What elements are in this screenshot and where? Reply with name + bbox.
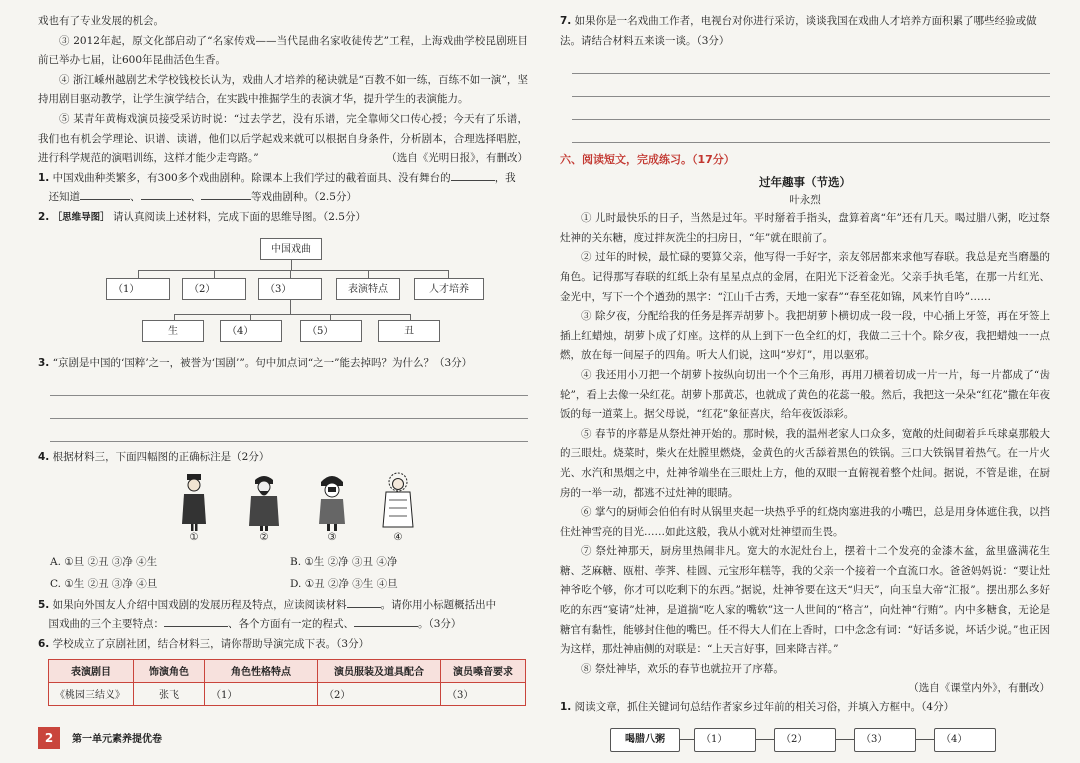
footer-title: 第一单元素养提优卷 xyxy=(72,734,162,745)
table-header: 表演剧目 xyxy=(49,659,134,682)
answer-line[interactable] xyxy=(572,74,1050,97)
mind-connector xyxy=(291,260,292,270)
opera-figure-2 xyxy=(244,472,284,543)
mind-map-root: 中国戏曲 xyxy=(260,238,322,260)
option-c[interactable]: C. ①生 ②丑 ③净 ④旦 xyxy=(50,577,158,590)
paragraph-5-text: ⑤ 某青年黄梅戏演员接受采访时说：“过去学艺，没有乐谱，完全靠师父口传心授；今天有了乐谱，我们也有机会学理论、识谱、读谱，他们以后学起戏来就可以根据自身条件，分析剧本，合理选择唱腔，进行科学规范的演唱训练，这样才能少走弯路。” xyxy=(38,112,528,165)
opera-figure-icon xyxy=(247,472,281,532)
question-2 xyxy=(38,208,528,228)
q5-blank-3[interactable] xyxy=(354,626,418,627)
mind-connector xyxy=(174,314,410,315)
mind-node-talent: 人才培养 xyxy=(414,278,484,300)
question-4-text: 根据材料三，下面四幅图的正确标注是（2分） xyxy=(52,451,270,464)
flow-connector xyxy=(836,739,854,740)
flow-connector xyxy=(916,739,934,740)
table-header: 角色性格特点 xyxy=(205,659,318,682)
table-cell: 张飞 xyxy=(134,682,205,705)
mind-role-4[interactable]: （4） xyxy=(220,320,282,342)
opera-figure-icon xyxy=(179,472,209,532)
question-6-number: 6. xyxy=(38,637,50,650)
figure-label: ① xyxy=(189,531,199,543)
source-note: （选自《光明日报》，有删改） xyxy=(386,152,528,165)
question-7-text: 如果你是一名戏曲工作者，电视台对你进行采访，谈谈我国在戏曲人才培养方面积累了哪些经验或做法。请结合材料五来谈一谈。（3分） xyxy=(560,15,1037,47)
question-5 xyxy=(38,596,528,635)
q1-blank-2[interactable] xyxy=(80,199,130,200)
mind-map xyxy=(38,232,528,354)
table-header-row xyxy=(49,659,526,682)
question-3-text: “京剧是中国的‘国粹’之一，被誉为‘国剧’”。句中加点词“之一”能去掉吗？为什么？（3分） xyxy=(52,356,473,369)
option-b[interactable]: B. ①生 ②净 ③丑 ④净 xyxy=(290,555,398,568)
figure-label: ③ xyxy=(327,531,337,543)
question-5-text-d: 、各个方面有一定的程式、 xyxy=(228,618,354,631)
reading-question-1 xyxy=(560,698,1050,718)
question-4-options xyxy=(38,574,528,596)
table-header: 饰演角色 xyxy=(134,659,205,682)
flow-box-1[interactable]: （1） xyxy=(694,728,756,752)
mind-node-2[interactable]: （2） xyxy=(182,278,246,300)
article-paragraph-4: ④ 我还用小刀把一个胡萝卜按纵向切出一个个三角形，再用刀横着切成一片一片，每一片都成了“齿轮”，看上去像一朵红花。胡萝卜那黄芯，也就成了黄色的花蕊一般。然后，我把这一朵朵“红花”撒在年夜饭的每一道菜上。据父母说，“红花”象征喜庆，给年夜饭添彩。 xyxy=(560,368,1050,421)
option-a[interactable]: A. ①旦 ②丑 ③净 ④生 xyxy=(50,555,158,568)
left-column xyxy=(38,12,528,706)
mind-connector xyxy=(214,270,215,278)
mind-connector xyxy=(138,270,448,271)
table-cell-answer[interactable]: （3） xyxy=(441,682,526,705)
question-5-text-c: 国戏曲的三个主要特点： xyxy=(48,618,164,631)
article-paragraph-2: ② 过年的时候，最忙碌的要算父亲，他写得一手好字，亲友邻居都来求他写春联。我总是充当磨墨的角色。记得那写春联的红纸上杂有星星点点的金屑，在阳光下泛着金光。父亲手执毛笔，在那一片红光、金光中，写下一个个遒劲的黑字：“江山千古秀，天地一家春”“春至花如锦，风来竹自吟”…… xyxy=(560,251,1050,303)
material-paragraph-4: ④ 浙江嵊州越剧艺术学校钱校长认为，戏曲人才培养的秘诀就是“百教不如一练，百练不如一演”，坚持用剧目驱动教学，让学生演学结合，在实践中推掘学生的表演才华，提升学生的表演能力。 xyxy=(38,73,528,106)
answer-line[interactable] xyxy=(50,419,528,442)
question-1-text-b: ，我 xyxy=(494,171,516,184)
question-1-text-c: 还知道 xyxy=(48,191,80,204)
question-7 xyxy=(560,12,1050,51)
article-author: 叶永烈 xyxy=(789,194,821,207)
article-paragraph-8: ⑧ 祭灶神毕，欢乐的春节也就拉开了序幕。 xyxy=(581,662,784,675)
reading-question-1-number: 1. xyxy=(560,701,572,714)
question-3 xyxy=(38,354,528,374)
opera-figures xyxy=(38,472,528,552)
question-4-number: 4. xyxy=(38,451,50,464)
article-paragraph-5: ⑤ 春节的序幕是从祭灶神开始的。那时候，我的温州老家人口众多，宽敞的灶间砌着乒乓球桌那般大的三眼灶。烧菜时，柴火在灶膛里燃烧，金黄色的火舌舔着黑色的铁锅。三口大铁锅冒着热气。在一片火光、水汽和黑烟之中，灶神爷端坐在三眼灶上方，他的双眼一直俯视着整个灶间。据说，不管是谁，在厨房的一举一动，都逃不过灶神的眼睛。 xyxy=(560,427,1050,499)
answer-line[interactable] xyxy=(50,396,528,419)
opera-figure-icon xyxy=(381,472,415,532)
table-cell: 《桃园三结义》 xyxy=(49,682,134,705)
answer-line[interactable] xyxy=(50,373,528,396)
question-6 xyxy=(38,635,528,655)
question-5-text-e: 。（3分） xyxy=(418,618,462,631)
question-1-text-d: 、 xyxy=(130,191,141,204)
mind-connector xyxy=(448,270,449,278)
question-1 xyxy=(38,169,528,208)
mind-map-tag: ［思维导图］ xyxy=(52,211,110,223)
question-7-number: 7. xyxy=(560,15,572,27)
answer-line[interactable] xyxy=(572,51,1050,74)
question-2-text: 请认真阅读上述材料，完成下面的思维导图。（2.5分） xyxy=(113,210,366,223)
q5-blank-2[interactable] xyxy=(164,626,228,627)
article-title: 过年趣事（节选） xyxy=(759,175,851,190)
question-6-text: 学校成立了京剧社团，结合材料三，请你帮助导演完成下表。（3分） xyxy=(52,637,370,650)
article-paragraph-7: ⑦ 祭灶神那天，厨房里热闹非凡。宽大的水泥灶台上，摆着十二个发亮的金漆木盆，盆里盛满花生糖、芝麻糖、瓯柑、荸荠、桂圆、元宝形年糕等，我的父亲一个接着一个直流口水。爸爸妈妈说：“要让灶神爷吃个够，你才可以吃剩下的东西。”据说，灶神爷要在这天“归天”，向玉皇大帝“汇报”。摆出那么多好吃的东西“宴请”灶神，是道揣“吃人家的嘴软”这一人世间的“格言”，向灶神“行贿”。内中多糖食，无论是糖官有黏性，能够封住他的嘴巴。任不得大人们在上香时，口中念念有词：“好话多说，坏话少说。”也正因为这样，那灶神庙侧的对联是：“上天言好事，回来降吉祥。” xyxy=(560,545,1050,656)
question-1-text-f: 等戏曲剧种。（2.5分） xyxy=(251,191,357,204)
mind-node-performance: 表演特点 xyxy=(336,278,400,300)
section-title: 六、阅读短文，完成练习。（17分） xyxy=(560,153,735,167)
role-table xyxy=(48,659,526,706)
question-1-number: 1. xyxy=(38,171,50,184)
question-5-text-a: 如果向外国友人介绍中国戏剧的发展历程及特点，应读阅读材料 xyxy=(52,598,347,611)
question-4 xyxy=(38,448,528,468)
table-cell-answer[interactable]: （1） xyxy=(205,682,318,705)
opera-figure-4 xyxy=(378,472,418,543)
article-paragraph-3: ③ 除夕夜，分配给我的任务是挥弄胡萝卜。我把胡萝卜横切成一段一段，中心插上牙签，再在牙签上插上红蜡烛，胡萝卜成了灯座。这样的从上到下一色全红的灯，我做二三十个。除夕夜，我把蜡烛一一点燃，放在每一间屋子的四角。听大人们说，这叫“岁灯”，用以驱邪。 xyxy=(560,310,1050,362)
question-1-text-a: 中国戏曲种类繁多，有300多个戏曲剧种。除课本上我们学过的截着面具、没有舞台的 xyxy=(52,171,451,184)
article-paragraph-1: ① 儿时最快乐的日子，当然是过年。平时掰着手指头，盘算着离“年”还有几天。喝过腊八粥，吃过祭灶神的关东糖，度过拌灰洗尘的扫房日，“年”就在眼前了。 xyxy=(560,212,1050,244)
mind-role-5[interactable]: （5） xyxy=(300,320,362,342)
mind-role-sheng: 生 xyxy=(142,320,204,342)
page-number: 2 xyxy=(38,727,60,749)
opera-figure-1 xyxy=(174,472,214,543)
q1-blank-4[interactable] xyxy=(201,199,251,200)
q1-blank-1[interactable] xyxy=(451,180,495,181)
article-paragraph-6: ⑥ 掌勺的厨师会伯伯有时从锅里夹起一块热乎乎的红烧肉塞进我的小嘴巴，总是用身体遮住我，以挡住灶神雪亮的目光……如此这般，我从小就对灶神望而生畏。 xyxy=(560,506,1050,538)
right-column xyxy=(560,12,1050,762)
answer-line[interactable] xyxy=(572,97,1050,120)
flow-box-2[interactable]: （2） xyxy=(774,728,836,752)
intro-line: 戏也有了专业发展的机会。 xyxy=(38,15,164,27)
flow-connector xyxy=(680,739,694,740)
mind-connector xyxy=(368,270,369,278)
table-cell-answer[interactable]: （2） xyxy=(318,682,441,705)
question-5-text-b: 。请你用小标题概括出中 xyxy=(380,598,497,611)
mind-connector xyxy=(138,270,139,278)
figure-label: ④ xyxy=(393,531,403,543)
option-d[interactable]: D. ①丑 ②净 ③生 ④旦 xyxy=(290,577,398,590)
q1-blank-3[interactable] xyxy=(141,199,191,200)
material-paragraph-3: ③ 2012年起，原文化部启动了“名家传戏——当代昆曲名家收徒传艺”工程，上海戏曲学校昆剧班目前已举办七届，让600年昆曲活色生香。 xyxy=(38,34,528,67)
flow-connector xyxy=(756,739,774,740)
question-5-number: 5. xyxy=(38,598,50,611)
material-paragraph-5 xyxy=(38,110,528,169)
mind-connector xyxy=(290,270,291,278)
mind-connector xyxy=(290,300,291,314)
mind-node-1[interactable]: （1） xyxy=(106,278,170,300)
question-2-number: 2. xyxy=(38,210,50,223)
flow-start: 喝腊八粥 xyxy=(610,728,680,752)
table-row xyxy=(49,682,526,705)
article-source: （选自《课堂内外》，有删改） xyxy=(908,682,1050,695)
question-3-number: 3. xyxy=(38,356,50,369)
table-header: 演员嗓音要求 xyxy=(441,659,526,682)
opera-figure-icon xyxy=(315,472,349,532)
table-header: 演员服装及道具配合 xyxy=(318,659,441,682)
custom-flow xyxy=(560,722,1050,762)
figure-label: ② xyxy=(259,531,269,543)
question-1-text-e: 、 xyxy=(190,191,201,204)
q5-blank-1[interactable] xyxy=(347,607,381,608)
reading-question-1-text: 阅读文章，抓住关键词句总结作者家乡过年前的相关习俗，并填入方框中。（4分） xyxy=(574,701,955,714)
mind-role-chou: 丑 xyxy=(378,320,440,342)
answer-line[interactable] xyxy=(572,120,1050,143)
flow-box-3[interactable]: （3） xyxy=(854,728,916,752)
flow-box-4[interactable]: （4） xyxy=(934,728,996,752)
opera-figure-3 xyxy=(312,472,352,543)
mind-node-3[interactable]: （3） xyxy=(258,278,322,300)
question-4-options xyxy=(38,552,528,574)
